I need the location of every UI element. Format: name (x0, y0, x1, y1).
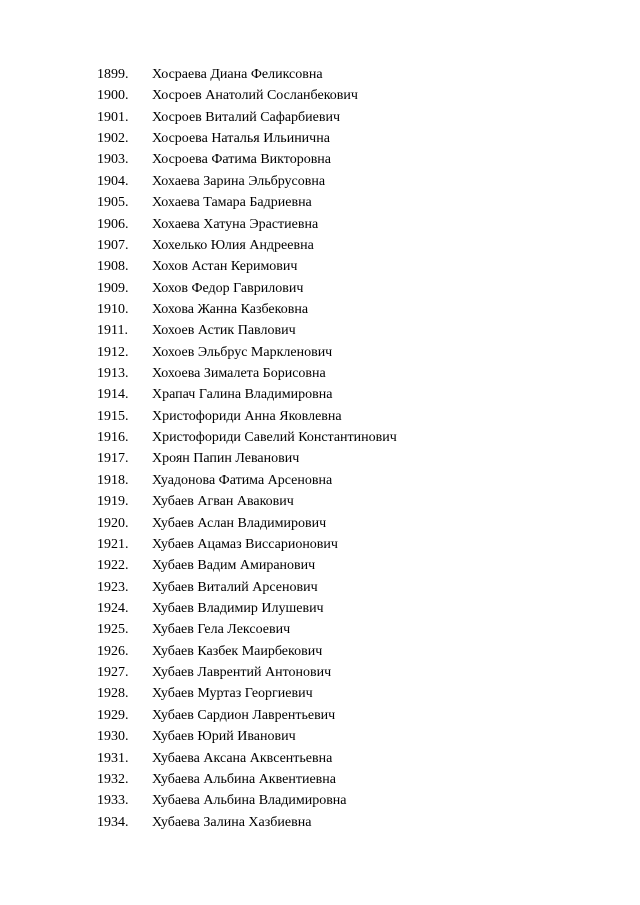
list-item (97, 726, 397, 747)
entry-number: 1902. (97, 131, 129, 147)
list-item (97, 641, 397, 662)
entry-number: 1923. (97, 579, 129, 595)
entry-name: Хохелько Юлия Андреевна (152, 237, 314, 253)
list-item (97, 534, 397, 555)
list-item (97, 278, 397, 299)
entry-number: 1911. (97, 323, 128, 339)
entry-number: 1910. (97, 301, 129, 317)
entry-name: Хубаев Вадим Амиранович (152, 558, 316, 574)
name-list (97, 64, 397, 833)
entry-number: 1913. (97, 366, 129, 382)
entry-number: 1934. (97, 814, 129, 830)
entry-name: Хубаев Виталий Арсенович (152, 579, 318, 595)
list-item (97, 149, 397, 170)
list-item (97, 320, 397, 341)
list-item (97, 427, 397, 448)
entry-name: Хубаев Аслан Владимирович (152, 515, 327, 531)
entry-name: Хохаева Зарина Эльбрусовна (152, 173, 326, 189)
entry-number: 1905. (97, 195, 129, 211)
entry-number: 1915. (97, 408, 129, 424)
entry-name: Хубаева Аксана Аквсентьевна (152, 750, 333, 766)
list-item (97, 683, 397, 704)
list-item (97, 299, 397, 320)
entry-number: 1927. (97, 665, 129, 681)
entry-number: 1917. (97, 451, 129, 467)
entry-name: Хуадонова Фатима Арсеновна (152, 472, 333, 488)
list-item (97, 406, 397, 427)
entry-name: Хохоева Зималета Борисовна (152, 366, 326, 382)
entry-number: 1903. (97, 152, 129, 168)
list-item (97, 342, 397, 363)
list-item (97, 705, 397, 726)
entry-name: Хохов Астан Керимович (152, 259, 298, 275)
list-item (97, 769, 397, 790)
entry-number: 1904. (97, 173, 129, 189)
entry-number: 1921. (97, 536, 129, 552)
list-item (97, 555, 397, 576)
list-item (97, 128, 397, 149)
list-item (97, 491, 397, 512)
list-item (97, 619, 397, 640)
entry-name: Хубаева Залина Хазбиевна (152, 814, 312, 830)
list-item (97, 790, 397, 811)
entry-number: 1901. (97, 109, 129, 125)
list-item (97, 748, 397, 769)
list-item (97, 363, 397, 384)
entry-number: 1908. (97, 259, 129, 275)
entry-number: 1922. (97, 558, 129, 574)
entry-number: 1924. (97, 600, 129, 616)
entry-name: Храпач Галина Владимировна (152, 387, 333, 403)
list-item (97, 107, 397, 128)
entry-name: Хохаева Тамара Бадриевна (152, 195, 312, 211)
entry-number: 1918. (97, 472, 129, 488)
entry-number: 1919. (97, 494, 129, 510)
list-item (97, 171, 397, 192)
entry-number: 1928. (97, 686, 129, 702)
entry-name: Хубаев Гела Лексоевич (152, 622, 291, 638)
list-item (97, 598, 397, 619)
entry-name: Хубаев Агван Авакович (152, 494, 294, 510)
entry-number: 1909. (97, 280, 129, 296)
list-item (97, 214, 397, 235)
entry-name: Христофориди Савелий Константинович (152, 430, 397, 446)
list-item (97, 662, 397, 683)
entry-number: 1906. (97, 216, 129, 232)
list-item (97, 85, 397, 106)
list-item (97, 513, 397, 534)
entry-name: Христофориди Анна Яковлевна (152, 408, 342, 424)
entry-number: 1932. (97, 771, 129, 787)
entry-number: 1931. (97, 750, 129, 766)
entry-number: 1920. (97, 515, 129, 531)
entry-name: Хосраева Диана Феликсовна (152, 67, 323, 82)
entry-name: Хубаев Казбек Маирбекович (152, 643, 323, 659)
entry-name: Хохова Жанна Казбековна (152, 301, 309, 317)
entry-name: Хохоев Эльбрус Маркленович (152, 344, 333, 360)
entry-number: 1912. (97, 344, 129, 360)
entry-name: Хосроев Виталий Сафарбиевич (152, 109, 341, 125)
entry-number: 1907. (97, 237, 129, 253)
entry-name: Хубаев Сардион Лаврентьевич (152, 707, 336, 723)
list-item (97, 448, 397, 469)
entry-number: 1916. (97, 430, 129, 446)
entry-name: Хохоев Астик Павлович (152, 323, 296, 339)
entry-number: 1914. (97, 387, 129, 403)
list-item (97, 577, 397, 598)
entry-number: 1926. (97, 643, 129, 659)
entry-name: Хубаева Альбина Аквентиевна (152, 771, 336, 787)
entry-name: Хохов Федор Гаврилович (152, 280, 304, 296)
list-item (97, 256, 397, 277)
entry-name: Хосроева Наталья Ильинична (152, 131, 330, 147)
list-item (97, 470, 397, 491)
entry-name: Хосроев Анатолий Сосланбекович (152, 88, 358, 104)
entry-name: Хубаев Лаврентий Антонович (152, 665, 332, 681)
entry-number: 1929. (97, 707, 129, 723)
entry-number: 1925. (97, 622, 129, 638)
entry-name: Хубаев Ацамаз Виссарионович (152, 536, 338, 552)
list-item (97, 192, 397, 213)
entry-name: Хубаев Владимир Илушевич (152, 600, 324, 616)
entry-name: Хосроева Фатима Викторовна (152, 152, 332, 168)
entry-number: 1900. (97, 88, 129, 104)
list-item (97, 384, 397, 405)
entry-name: Хохаева Хатуна Эрастиевна (152, 216, 319, 232)
entry-number: 1933. (97, 793, 129, 809)
list-item (97, 235, 397, 256)
entry-name: Хубаев Муртаз Георгиевич (152, 686, 313, 702)
entry-name: Хубаев Юрий Иванович (152, 729, 296, 745)
entry-number: 1899. (97, 67, 129, 82)
list-item (97, 64, 397, 85)
entry-name: Хроян Папин Леванович (152, 451, 300, 467)
entry-number: 1930. (97, 729, 129, 745)
entry-name: Хубаева Альбина Владимировна (152, 793, 347, 809)
list-item (97, 812, 397, 833)
